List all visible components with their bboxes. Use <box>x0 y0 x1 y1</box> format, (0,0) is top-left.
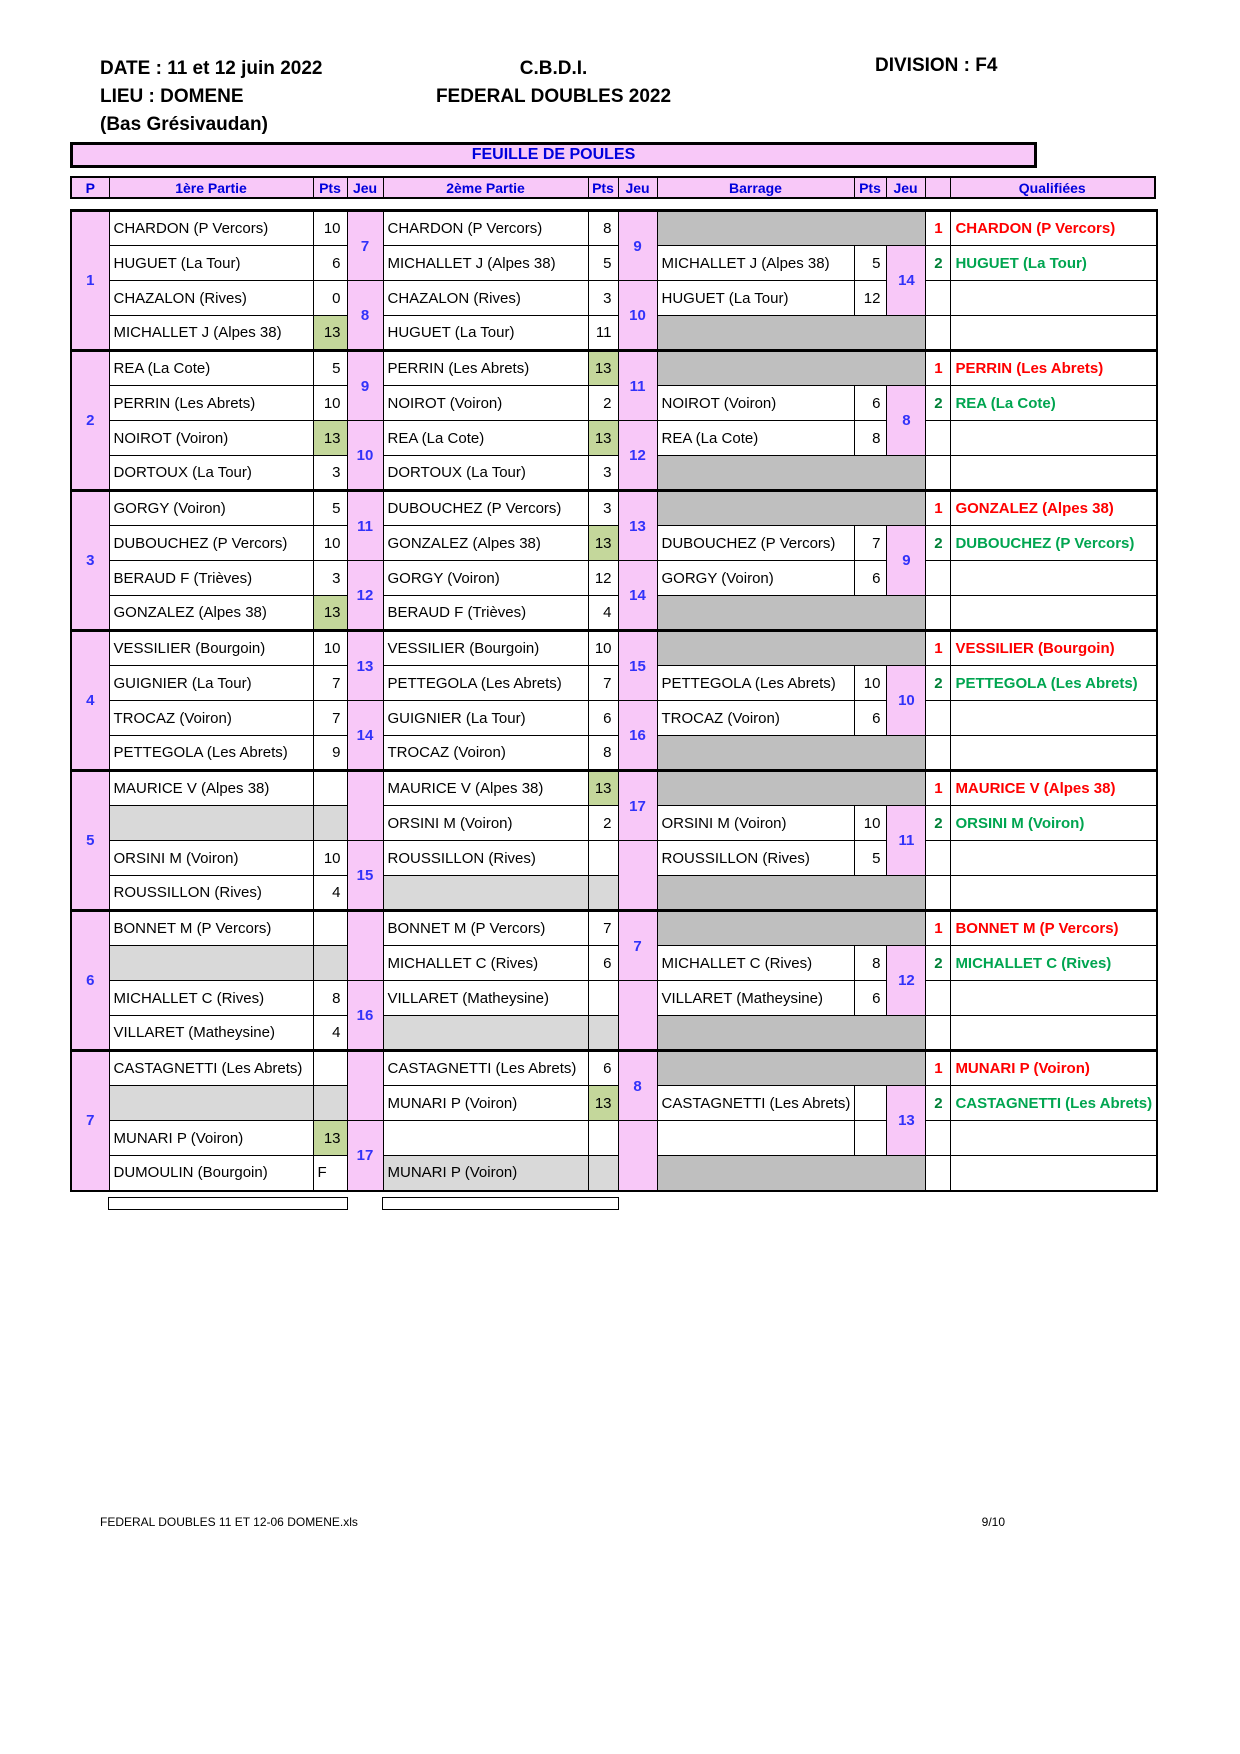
poules-table <box>70 209 1158 1192</box>
empty-cell <box>951 281 1157 316</box>
second-round-player-name: NOIROT (Voiron) <box>383 386 588 421</box>
first-round-score: 13 <box>313 1121 347 1156</box>
second-round-player-name: TROCAZ (Voiron) <box>383 736 588 771</box>
first-round-player-name: GONZALEZ (Alpes 38) <box>109 596 313 631</box>
first-round-score <box>313 946 347 981</box>
qualified-rank-1: 1 <box>926 211 951 246</box>
first-round-game-number: 15 <box>347 841 383 911</box>
first-round-game-number: 11 <box>347 491 383 561</box>
second-round-score <box>588 1016 618 1051</box>
second-round-game-number: 15 <box>618 631 657 701</box>
barrage-score: 7 <box>855 526 887 561</box>
qualified-name-2: MICHALLET C (Rives) <box>951 946 1157 981</box>
organization-label: C.B.D.I. <box>519 58 588 79</box>
second-round-player-name <box>383 1016 588 1051</box>
pool-number: 4 <box>71 631 109 771</box>
first-round-game-number: 10 <box>347 421 383 491</box>
second-round-score: 12 <box>588 561 618 596</box>
empty-cell <box>951 1016 1157 1051</box>
empty-cell <box>926 596 951 631</box>
barrage-game-number: 10 <box>887 666 926 736</box>
second-round-game-number: 9 <box>618 211 657 281</box>
first-round-score: 10 <box>313 841 347 876</box>
first-round-score: 8 <box>313 981 347 1016</box>
second-round-player-name: GORGY (Voiron) <box>383 561 588 596</box>
first-round-score: 13 <box>313 421 347 456</box>
leftover-cell <box>382 1197 619 1210</box>
pool-1 <box>71 211 1157 351</box>
first-round-game-number: 17 <box>347 1121 383 1191</box>
qualified-name-1: MAURICE V (Alpes 38) <box>951 771 1157 806</box>
second-round-score <box>588 981 618 1016</box>
first-round-score: 5 <box>313 491 347 526</box>
first-round-game-number: 13 <box>347 631 383 701</box>
qualified-name-1: PERRIN (Les Abrets) <box>951 351 1157 386</box>
leftover-cell <box>108 1197 348 1210</box>
second-round-game-number: 8 <box>618 1051 657 1121</box>
second-round-player-name: MICHALLET C (Rives) <box>383 946 588 981</box>
empty-cell <box>951 701 1157 736</box>
first-round-game-number: 12 <box>347 561 383 631</box>
barrage-score: 6 <box>855 561 887 596</box>
barrage-score: 5 <box>855 841 887 876</box>
barrage-empty-block <box>657 1051 926 1086</box>
first-round-game-number: 8 <box>347 281 383 351</box>
first-round-player-name: TROCAZ (Voiron) <box>109 701 313 736</box>
division-label: DIVISION : F4 <box>875 55 998 76</box>
first-round-game-number <box>347 1051 383 1121</box>
first-round-player-name: CHAZALON (Rives) <box>109 281 313 316</box>
col-header-jeu: Jeu <box>886 177 925 198</box>
second-round-score: 13 <box>588 1086 618 1121</box>
barrage-score: 6 <box>855 981 887 1016</box>
empty-cell <box>926 421 951 456</box>
second-round-score: 13 <box>588 351 618 386</box>
second-round-score: 6 <box>588 946 618 981</box>
first-round-score <box>313 911 347 946</box>
barrage-player-name: REA (La Cote) <box>657 421 855 456</box>
first-round-score <box>313 1051 347 1086</box>
first-round-player-name: MICHALLET J (Alpes 38) <box>109 316 313 351</box>
empty-cell <box>926 561 951 596</box>
second-round-game-number: 13 <box>618 491 657 561</box>
qualified-name-1: VESSILIER (Bourgoin) <box>951 631 1157 666</box>
first-round-score: 7 <box>313 701 347 736</box>
col-header-barrage: Barrage <box>657 177 854 198</box>
qualified-rank-2: 2 <box>926 246 951 281</box>
barrage-player-name: NOIROT (Voiron) <box>657 386 855 421</box>
column-header-row <box>70 176 1156 199</box>
barrage-empty-block <box>657 316 926 351</box>
first-round-player-name <box>109 806 313 841</box>
qualified-rank-1: 1 <box>926 911 951 946</box>
second-round-score: 13 <box>588 421 618 456</box>
second-round-score: 10 <box>588 631 618 666</box>
first-round-score: 10 <box>313 631 347 666</box>
qualified-rank-1: 1 <box>926 1051 951 1086</box>
barrage-empty-block <box>657 631 926 666</box>
first-round-score: 6 <box>313 246 347 281</box>
empty-cell <box>951 981 1157 1016</box>
empty-cell <box>926 876 951 911</box>
second-round-score <box>588 841 618 876</box>
first-round-score: 4 <box>313 1016 347 1051</box>
barrage-player-name: GORGY (Voiron) <box>657 561 855 596</box>
barrage-game-number: 14 <box>887 246 926 316</box>
qualified-name-2: REA (La Cote) <box>951 386 1157 421</box>
first-round-player-name: MAURICE V (Alpes 38) <box>109 771 313 806</box>
barrage-score: 6 <box>855 701 887 736</box>
second-round-game-number: 7 <box>618 911 657 981</box>
first-round-player-name <box>109 1086 313 1121</box>
empty-cell <box>951 596 1157 631</box>
barrage-score: 10 <box>855 666 887 701</box>
empty-cell <box>926 1121 951 1156</box>
second-round-player-name: DORTOUX (La Tour) <box>383 456 588 491</box>
second-round-score: 11 <box>588 316 618 351</box>
second-round-score: 3 <box>588 491 618 526</box>
second-round-game-number: 16 <box>618 701 657 771</box>
second-round-player-name: BONNET M (P Vercors) <box>383 911 588 946</box>
second-round-score: 7 <box>588 911 618 946</box>
first-round-player-name: HUGUET (La Tour) <box>109 246 313 281</box>
first-round-score: 13 <box>313 596 347 631</box>
first-round-player-name: REA (La Cote) <box>109 351 313 386</box>
qualified-rank-2: 2 <box>926 526 951 561</box>
second-round-player-name: ROUSSILLON (Rives) <box>383 841 588 876</box>
second-round-game-number: 10 <box>618 281 657 351</box>
empty-cell <box>951 876 1157 911</box>
second-round-score: 8 <box>588 211 618 246</box>
pool-number: 7 <box>71 1051 109 1191</box>
empty-cell <box>926 1016 951 1051</box>
first-round-score <box>313 771 347 806</box>
first-round-score: 3 <box>313 561 347 596</box>
qualified-name-1: BONNET M (P Vercors) <box>951 911 1157 946</box>
first-round-score: 3 <box>313 456 347 491</box>
barrage-player-name: PETTEGOLA (Les Abrets) <box>657 666 855 701</box>
empty-cell <box>951 421 1157 456</box>
second-round-player-name <box>383 876 588 911</box>
empty-cell <box>951 841 1157 876</box>
first-round-player-name: VILLARET (Matheysine) <box>109 1016 313 1051</box>
pool-number: 1 <box>71 211 109 351</box>
col-header-blank <box>925 177 950 198</box>
barrage-empty-block <box>657 771 926 806</box>
first-round-score: 9 <box>313 736 347 771</box>
first-round-game-number: 9 <box>347 351 383 421</box>
first-round-score: 13 <box>313 316 347 351</box>
barrage-empty-block <box>657 491 926 526</box>
col-header-jeu: Jeu <box>347 177 383 198</box>
first-round-player-name: MUNARI P (Voiron) <box>109 1121 313 1156</box>
col-header-jeu: Jeu <box>618 177 657 198</box>
barrage-empty-block <box>657 351 926 386</box>
first-round-score: 10 <box>313 526 347 561</box>
barrage-score: 5 <box>855 246 887 281</box>
barrage-empty-block <box>657 736 926 771</box>
first-round-score: 10 <box>313 386 347 421</box>
barrage-score <box>855 1121 887 1156</box>
second-round-score: 8 <box>588 736 618 771</box>
col-header-second-round: 2ème Partie <box>383 177 588 198</box>
second-round-player-name: BERAUD F (Trièves) <box>383 596 588 631</box>
second-round-player-name: MAURICE V (Alpes 38) <box>383 771 588 806</box>
col-header-qualified: Qualifiées <box>950 177 1155 198</box>
empty-cell <box>926 736 951 771</box>
col-header-first-round: 1ère Partie <box>109 177 313 198</box>
event-name-label: FEDERAL DOUBLES 2022 <box>435 86 672 107</box>
first-round-score: 5 <box>313 351 347 386</box>
pool-number: 3 <box>71 491 109 631</box>
second-round-player-name: CHAZALON (Rives) <box>383 281 588 316</box>
first-round-player-name: BERAUD F (Trièves) <box>109 561 313 596</box>
first-round-player-name: CHARDON (P Vercors) <box>109 211 313 246</box>
empty-cell <box>951 1156 1157 1191</box>
first-round-score <box>313 1086 347 1121</box>
empty-cell <box>926 1156 951 1191</box>
barrage-empty-block <box>657 911 926 946</box>
qualified-rank-1: 1 <box>926 351 951 386</box>
qualified-rank-1: 1 <box>926 771 951 806</box>
empty-cell <box>926 281 951 316</box>
qualified-rank-2: 2 <box>926 386 951 421</box>
barrage-score: 10 <box>855 806 887 841</box>
barrage-player-name <box>657 1121 855 1156</box>
barrage-player-name: DUBOUCHEZ (P Vercors) <box>657 526 855 561</box>
barrage-player-name: MICHALLET J (Alpes 38) <box>657 246 855 281</box>
empty-cell <box>951 736 1157 771</box>
qualified-rank-2: 2 <box>926 666 951 701</box>
second-round-player-name: MICHALLET J (Alpes 38) <box>383 246 588 281</box>
second-round-game-number <box>618 1121 657 1191</box>
pool-6 <box>71 911 1157 1051</box>
second-round-score <box>588 1156 618 1191</box>
barrage-empty-block <box>657 211 926 246</box>
second-round-score: 2 <box>588 386 618 421</box>
second-round-score: 3 <box>588 281 618 316</box>
first-round-player-name: GORGY (Voiron) <box>109 491 313 526</box>
second-round-player-name: GONZALEZ (Alpes 38) <box>383 526 588 561</box>
second-round-game-number: 17 <box>618 771 657 841</box>
second-round-player-name: CASTAGNETTI (Les Abrets) <box>383 1051 588 1086</box>
first-round-player-name: VESSILIER (Bourgoin) <box>109 631 313 666</box>
first-round-player-name: ORSINI M (Voiron) <box>109 841 313 876</box>
first-round-score: 0 <box>313 281 347 316</box>
qualified-name-2: PETTEGOLA (Les Abrets) <box>951 666 1157 701</box>
qualified-name-2: DUBOUCHEZ (P Vercors) <box>951 526 1157 561</box>
second-round-player-name: MUNARI P (Voiron) <box>383 1086 588 1121</box>
barrage-score: 6 <box>855 386 887 421</box>
barrage-empty-block <box>657 876 926 911</box>
first-round-score: 7 <box>313 666 347 701</box>
second-round-score: 7 <box>588 666 618 701</box>
barrage-empty-block <box>657 1156 926 1191</box>
pool-7 <box>71 1051 1157 1191</box>
barrage-player-name: TROCAZ (Voiron) <box>657 701 855 736</box>
second-round-game-number <box>618 841 657 911</box>
barrage-empty-block <box>657 456 926 491</box>
barrage-game-number: 9 <box>887 526 926 596</box>
sheet-title: FEUILLE DE POULES <box>70 142 1037 168</box>
first-round-score <box>313 806 347 841</box>
barrage-score: 12 <box>855 281 887 316</box>
first-round-player-name: GUIGNIER (La Tour) <box>109 666 313 701</box>
second-round-score: 4 <box>588 596 618 631</box>
second-round-player-name: REA (La Cote) <box>383 421 588 456</box>
barrage-player-name: MICHALLET C (Rives) <box>657 946 855 981</box>
pool-4 <box>71 631 1157 771</box>
first-round-player-name: DORTOUX (La Tour) <box>109 456 313 491</box>
first-round-game-number: 14 <box>347 701 383 771</box>
second-round-player-name <box>383 1121 588 1156</box>
barrage-game-number: 13 <box>887 1086 926 1156</box>
qualified-name-2: HUGUET (La Tour) <box>951 246 1157 281</box>
barrage-player-name: ORSINI M (Voiron) <box>657 806 855 841</box>
second-round-score: 2 <box>588 806 618 841</box>
empty-cell <box>951 316 1157 351</box>
second-round-player-name: VILLARET (Matheysine) <box>383 981 588 1016</box>
region-label: (Bas Grésivaudan) <box>100 114 268 135</box>
first-round-score: 10 <box>313 211 347 246</box>
second-round-game-number: 11 <box>618 351 657 421</box>
empty-cell <box>926 456 951 491</box>
second-round-player-name: PERRIN (Les Abrets) <box>383 351 588 386</box>
pool-number: 6 <box>71 911 109 1051</box>
second-round-score: 3 <box>588 456 618 491</box>
empty-cell <box>951 561 1157 596</box>
first-round-player-name: DUBOUCHEZ (P Vercors) <box>109 526 313 561</box>
first-round-game-number <box>347 771 383 841</box>
second-round-score: 13 <box>588 526 618 561</box>
qualified-rank-2: 2 <box>926 946 951 981</box>
col-header-pts: Pts <box>313 177 347 198</box>
qualified-rank-1: 1 <box>926 631 951 666</box>
second-round-player-name: HUGUET (La Tour) <box>383 316 588 351</box>
second-round-game-number: 14 <box>618 561 657 631</box>
second-round-score <box>588 876 618 911</box>
second-round-score <box>588 1121 618 1156</box>
col-header-pts: Pts <box>854 177 886 198</box>
barrage-player-name: HUGUET (La Tour) <box>657 281 855 316</box>
empty-cell <box>926 701 951 736</box>
pool-3 <box>71 491 1157 631</box>
pool-number: 5 <box>71 771 109 911</box>
second-round-player-name: CHARDON (P Vercors) <box>383 211 588 246</box>
location-label: LIEU : DOMENE <box>100 86 244 107</box>
first-round-game-number: 16 <box>347 981 383 1051</box>
barrage-player-name: VILLARET (Matheysine) <box>657 981 855 1016</box>
empty-cell <box>926 981 951 1016</box>
barrage-empty-block <box>657 1016 926 1051</box>
col-header-p: P <box>71 177 109 198</box>
qualified-name-2: ORSINI M (Voiron) <box>951 806 1157 841</box>
first-round-player-name: DUMOULIN (Bourgoin) <box>109 1156 313 1191</box>
first-round-player-name: BONNET M (P Vercors) <box>109 911 313 946</box>
first-round-player-name: MICHALLET C (Rives) <box>109 981 313 1016</box>
second-round-player-name: MUNARI P (Voiron) <box>383 1156 588 1191</box>
first-round-player-name: PETTEGOLA (Les Abrets) <box>109 736 313 771</box>
qualified-name-2: CASTAGNETTI (Les Abrets) <box>951 1086 1157 1121</box>
barrage-game-number: 8 <box>887 386 926 456</box>
second-round-player-name: ORSINI M (Voiron) <box>383 806 588 841</box>
barrage-score <box>855 1086 887 1121</box>
barrage-player-name: ROUSSILLON (Rives) <box>657 841 855 876</box>
second-round-score: 5 <box>588 246 618 281</box>
second-round-game-number: 12 <box>618 421 657 491</box>
qualified-rank-2: 2 <box>926 806 951 841</box>
second-round-score: 13 <box>588 771 618 806</box>
col-header-pts: Pts <box>588 177 618 198</box>
second-round-score: 6 <box>588 701 618 736</box>
first-round-score: 4 <box>313 876 347 911</box>
footer-page-number: 9/10 <box>981 1515 1005 1529</box>
barrage-empty-block <box>657 596 926 631</box>
pool-2 <box>71 351 1157 491</box>
barrage-score: 8 <box>855 946 887 981</box>
barrage-game-number: 12 <box>887 946 926 1016</box>
qualified-name-1: CHARDON (P Vercors) <box>951 211 1157 246</box>
second-round-player-name: VESSILIER (Bourgoin) <box>383 631 588 666</box>
first-round-player-name: CASTAGNETTI (Les Abrets) <box>109 1051 313 1086</box>
date-label: DATE : 11 et 12 juin 2022 <box>100 58 323 79</box>
barrage-score: 8 <box>855 421 887 456</box>
empty-cell <box>926 841 951 876</box>
first-round-player-name: NOIROT (Voiron) <box>109 421 313 456</box>
first-round-player-name: ROUSSILLON (Rives) <box>109 876 313 911</box>
second-round-player-name: DUBOUCHEZ (P Vercors) <box>383 491 588 526</box>
second-round-player-name: GUIGNIER (La Tour) <box>383 701 588 736</box>
first-round-player-name <box>109 946 313 981</box>
qualified-rank-2: 2 <box>926 1086 951 1121</box>
empty-cell <box>926 316 951 351</box>
footer-filename: FEDERAL DOUBLES 11 ET 12-06 DOMENE.xls <box>100 1515 358 1529</box>
first-round-game-number <box>347 911 383 981</box>
qualified-name-1: GONZALEZ (Alpes 38) <box>951 491 1157 526</box>
second-round-game-number <box>618 981 657 1051</box>
first-round-game-number: 7 <box>347 211 383 281</box>
first-round-player-name: PERRIN (Les Abrets) <box>109 386 313 421</box>
pool-5 <box>71 771 1157 911</box>
pool-number: 2 <box>71 351 109 491</box>
qualified-rank-1: 1 <box>926 491 951 526</box>
first-round-score: F <box>313 1156 347 1191</box>
second-round-player-name: PETTEGOLA (Les Abrets) <box>383 666 588 701</box>
qualified-name-1: MUNARI P (Voiron) <box>951 1051 1157 1086</box>
barrage-player-name: CASTAGNETTI (Les Abrets) <box>657 1086 855 1121</box>
empty-cell <box>951 1121 1157 1156</box>
barrage-game-number: 11 <box>887 806 926 876</box>
second-round-score: 6 <box>588 1051 618 1086</box>
empty-cell <box>951 456 1157 491</box>
